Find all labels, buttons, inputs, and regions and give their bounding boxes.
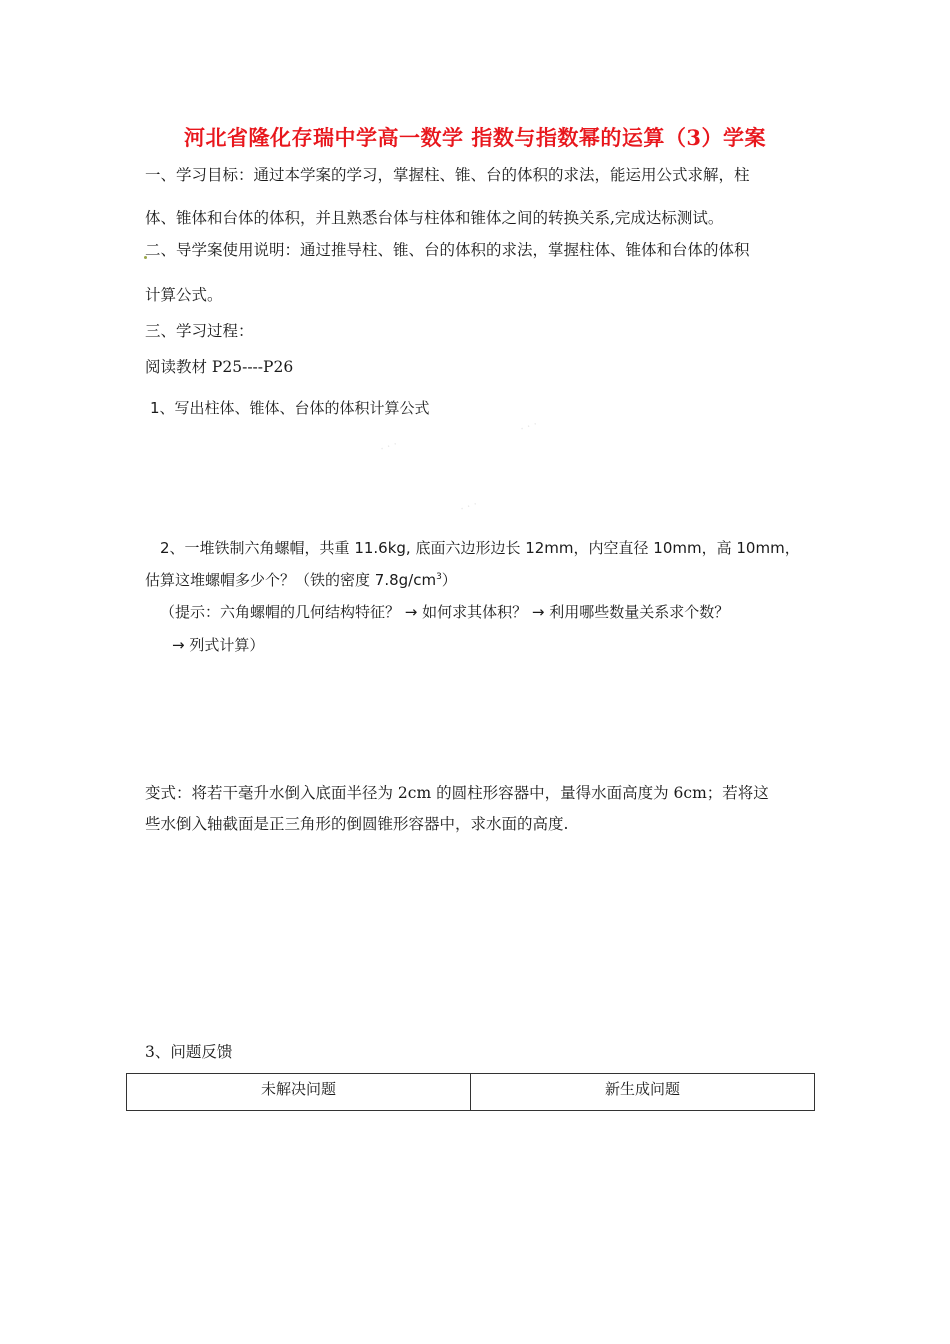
instructions-line-2: 计算公式。 bbox=[145, 286, 223, 304]
watermark-fragment: · · · bbox=[518, 417, 540, 436]
table-header-new: 新生成问题 bbox=[471, 1074, 815, 1111]
objective-line-2: 体、锥体和台体的体积，并且熟悉台体与柱体和锥体之间的转换关系,完成达标测试。 bbox=[145, 209, 724, 227]
instructions-line-1: 二、导学案使用说明：通过推导柱、锥、台的体积的求法，掌握柱体、锥体和台体的体积 bbox=[145, 241, 750, 259]
variant-line-2: 些水倒入轴截面是正三角形的倒圆锥形容器中，求水面的高度. bbox=[145, 815, 569, 833]
question-3: 3、问题反馈 bbox=[145, 1043, 233, 1061]
question-2-hint-1: （提示：六角螺帽的几何结构特征？ → 如何求其体积？ → 利用哪些数量关系求个数？ bbox=[160, 603, 730, 621]
objective-line-1: 一、学习目标：通过本学案的学习，掌握柱、锥、台的体积的求法，能运用公式求解，柱 bbox=[145, 166, 750, 184]
question-2-line-1: 2、一堆铁制六角螺帽，共重 11.6kg, 底面六边形边长 12mm，内空直径 10mm，高 10mm， bbox=[160, 539, 800, 557]
watermark-fragment: · · · bbox=[378, 437, 400, 456]
variant-line-1: 变式：将若干毫升水倒入底面半径为 2cm 的圆柱形容器中，量得水面高度为 6cm；若将这 bbox=[145, 784, 769, 802]
table-header-unsolved: 未解决问题 bbox=[127, 1074, 471, 1111]
page-title: 河北省隆化存瑞中学高一数学 指数与指数幂的运算（3）学案 bbox=[184, 125, 766, 150]
process-heading: 三、学习过程： bbox=[145, 322, 254, 340]
question-1: 1、写出柱体、锥体、台体的体积计算公式 bbox=[150, 399, 430, 417]
table-row bbox=[127, 1074, 815, 1111]
question-2-line-2: 估算这堆螺帽多少个？（铁的密度 $7.8g/cm^3$） bbox=[145, 571, 457, 589]
reading-assignment: 阅读教材 P25----P26 bbox=[145, 358, 294, 376]
watermark-fragment: · · · bbox=[458, 497, 480, 516]
question-2-hint-2: → 列式计算） bbox=[172, 636, 265, 654]
feedback-table bbox=[126, 1073, 815, 1111]
